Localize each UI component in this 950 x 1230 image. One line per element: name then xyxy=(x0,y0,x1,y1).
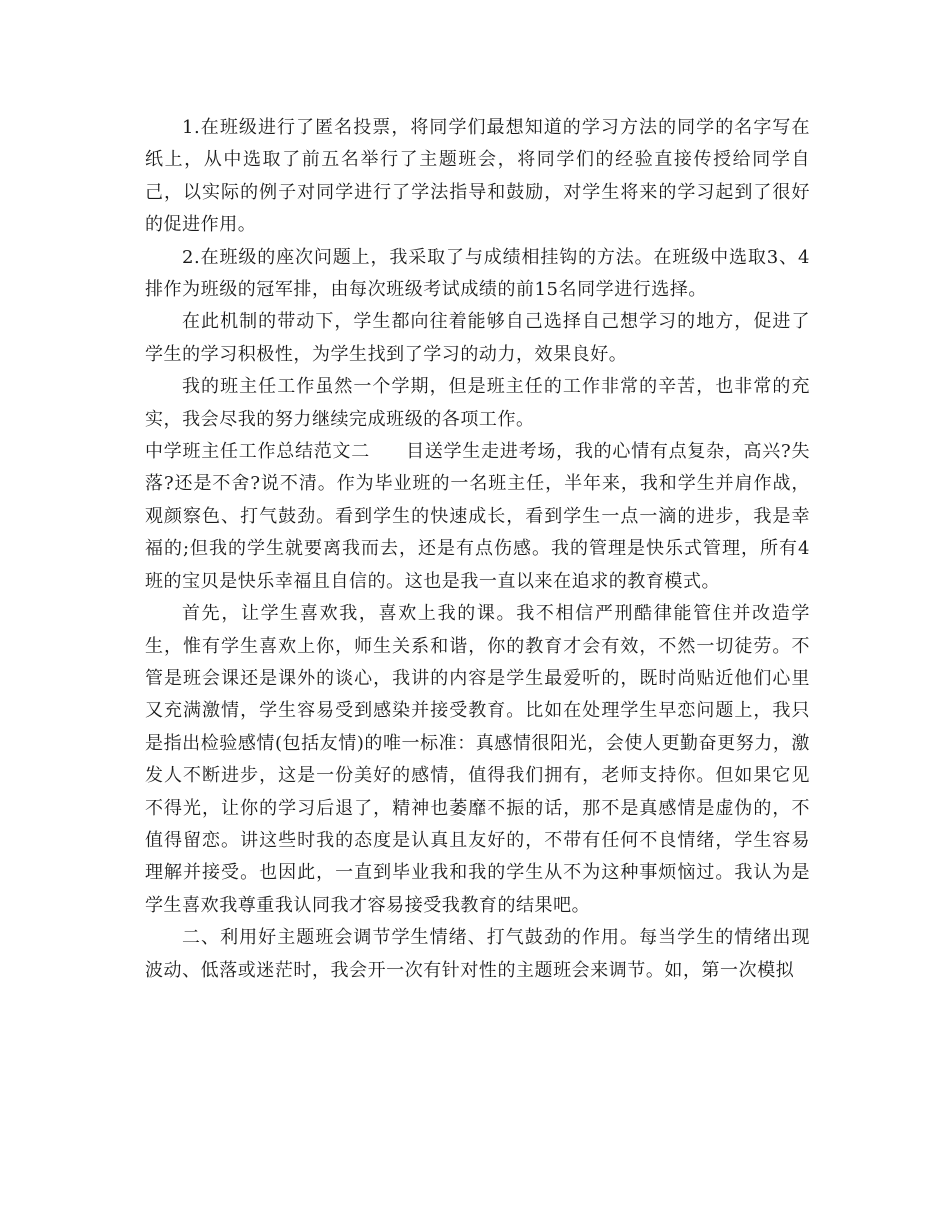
section-intro-paragraph xyxy=(145,436,810,598)
paragraph-3: 在此机制的带动下，学生都向往着能够自己选择自己想学习的地方，促进了学生的学习积极性，为学生找到了学习的动力，效果良好。 xyxy=(145,311,810,365)
section-intro-text: 目送学生走进考场，我的心情有点复杂，高兴?失落?还是不舍?说不清。作为毕业班的一名班主任，半年来，我和学生并肩作战，观颜察色、打气鼓劲。看到学生的快速成长，看到学生一点一滴的进步，我是幸福的;但我的学生就要离我而去，还是有点伤感。我的管理是快乐式管理，所有4班的宝贝是快乐幸福且自信的。这也是我一直以来在追求的教育模式。 xyxy=(145,441,810,592)
paragraph-1: 1.在班级进行了匿名投票，将同学们最想知道的学习方法的同学的名字写在纸上，从中选取了前五名举行了主题班会，将同学们的经验直接传授给同学自己，以实际的例子对同学进行了学法指导和鼓励，对学生将来的学习起到了很好的促进作用。 xyxy=(145,117,810,236)
paragraph-4: 我的班主任工作虽然一个学期，但是班主任的工作非常的辛苦，也非常的充实，我会尽我的努力继续完成班级的各项工作。 xyxy=(145,376,810,430)
document-body xyxy=(145,112,810,987)
paragraph-2: 2.在班级的座次问题上，我采取了与成绩相挂钩的方法。在班级中选取3、4排作为班级的冠军排，由每次班级考试成绩的前15名同学进行选择。 xyxy=(145,246,810,301)
paragraph-5: 首先，让学生喜欢我，喜欢上我的课。我不相信严刑酷律能管住并改造学生，惟有学生喜欢上你，师生关系和谐，你的教育才会有效，不然一切徒劳。不管是班会课还是课外的谈心，我讲的内容是学生最爱听的，既时尚贴近他们心里又充满激情，学生容易受到感染并接受教育。比如在处理学生早恋问题上，我只是指出检验感情(包括友情)的唯一标准：真感情很阳光，会使人更勤奋更努力，激发人不断进步，这是一份美好的感情，值得我们拥有，老师支持你。但如果它见不得光，让你的学习后退了，精神也萎靡不振的话，那不是真感情是虚伪的，不值得留恋。讲这些时我的态度是认真且友好的，不带有任何不良情绪，学生容易理解并接受。也因此，一直到毕业我和我的学生从不为这种事烦恼过。我认为是学生喜欢我尊重我认同我才容易接受我教育的结果吧。 xyxy=(145,603,810,916)
section-title: 中学班主任工作总结范文二 xyxy=(145,441,370,463)
paragraph-6: 二、利用好主题班会调节学生情绪、打气鼓劲的作用。每当学生的情绪出现波动、低落或迷茫时，我会开一次有针对性的主题班会来调节。如，第一次模拟 xyxy=(145,927,810,981)
